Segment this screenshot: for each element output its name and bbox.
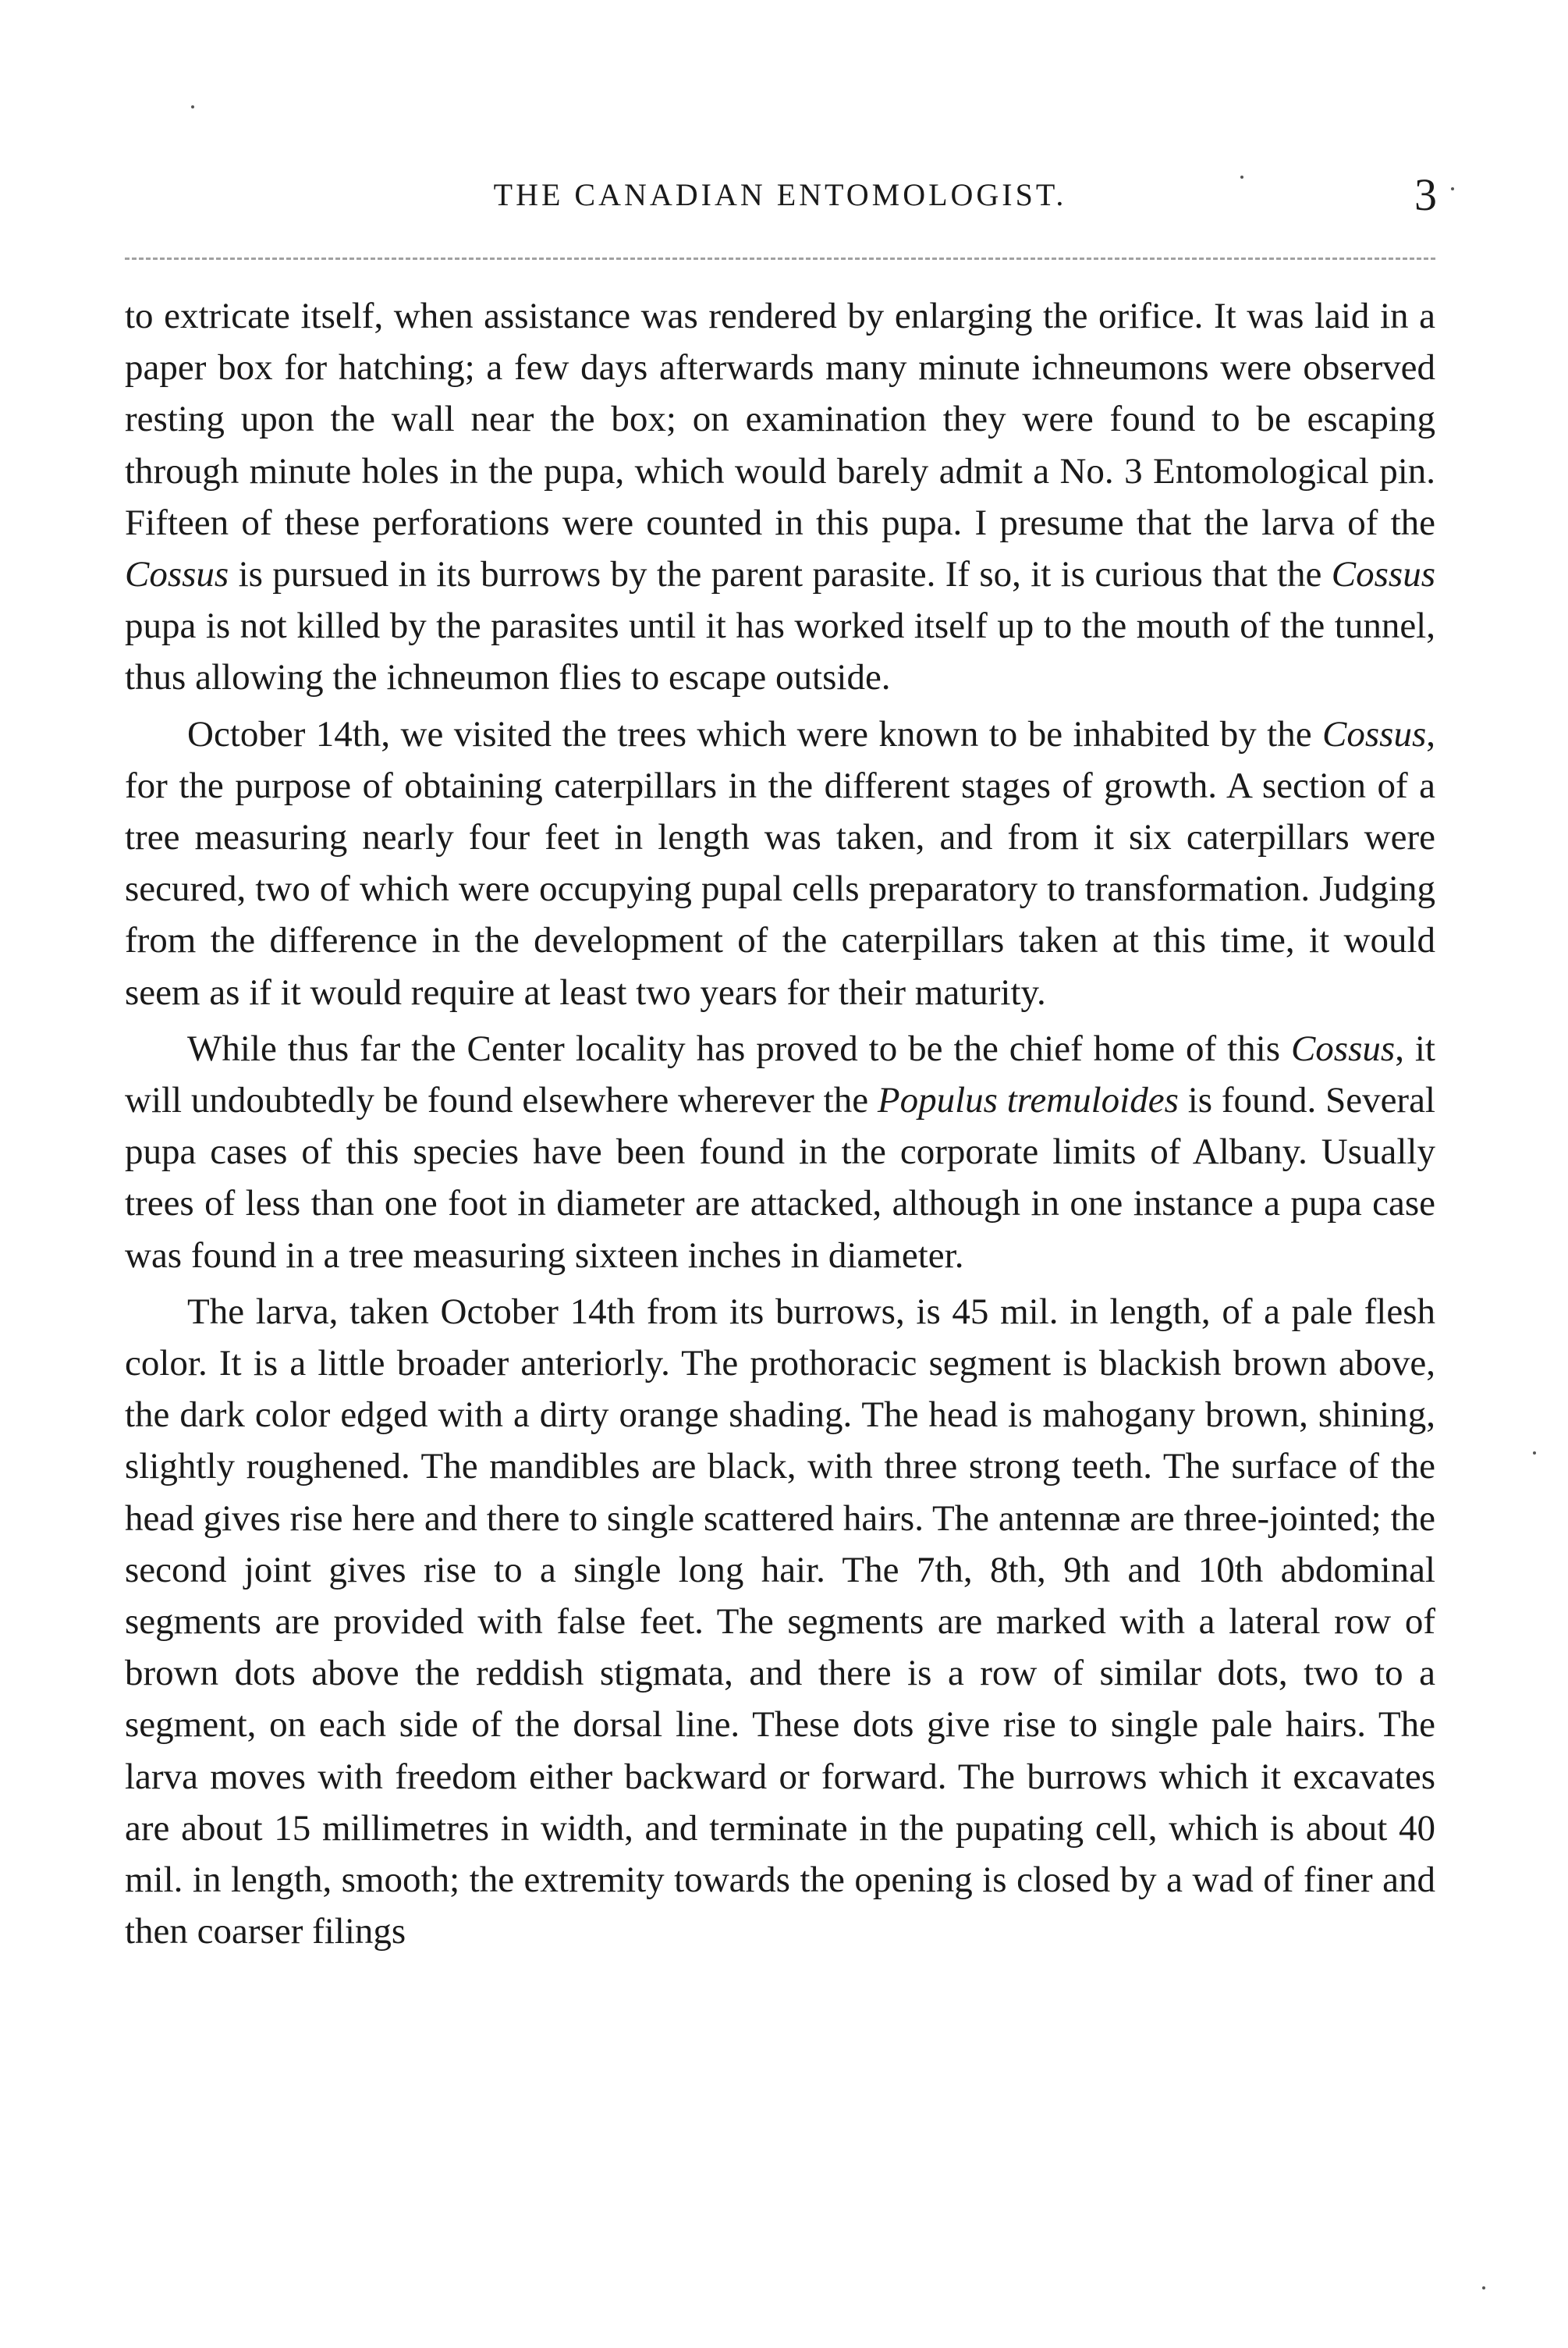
paragraph-4 <box>125 1286 1435 1958</box>
scan-speck <box>1533 1451 1536 1455</box>
running-head <box>125 168 1435 222</box>
paragraph-2 <box>125 709 1435 1018</box>
paragraph-3-text-2: , it will undoubtedly be found elsewhere wherever the <box>125 1028 1435 1121</box>
scan-speck <box>1482 2286 1485 2289</box>
scan-speck <box>191 105 194 108</box>
paragraph-3 <box>125 1023 1435 1281</box>
paragraph-3-genus-cossus: Cossus <box>1290 1028 1396 1069</box>
paragraph-4-text-1: The larva, taken October 14th from its burrows, is 45 mil. in length, of a pale flesh color. It is a little broader anteriorly. The prothoracic segment is blackish brown above, the dark color edged with a dirty orange shading. The head is mahogany brown, shining, slightly roughened. The mandibles are black, with three strong teeth. The surface of the head gives rise here and there to single scattered hairs. The antennæ are three-jointed; the second joint gives rise to a single long hair. The 7th, 8th, 9th and 10th abdominal segments are provided with false feet. The segments are marked with a lateral row of brown dots above the reddish stigmata, and there is a row of similar dots, two to a segment, on each side of the dorsal line. These dots give rise to single pale hairs. The larva moves with freedom either backward or forward. The burrows which it excavates are about 15 millimetres in width, and terminate in the pupating cell, which is about 40 mil. in length, smooth; the extremity towards the opening is closed by a wad of finer and then coarser filings <box>125 1291 1435 1952</box>
running-title: THE CANADIAN ENTOMOLOGIST. <box>493 177 1067 212</box>
scan-speck <box>1240 176 1243 179</box>
paragraph-1-genus-cossus-2: Cossus <box>1331 554 1435 595</box>
paragraph-3-species-populus: Populus tremuloides <box>877 1080 1179 1121</box>
paragraph-1-text-3: pupa is not killed by the parasites until it has worked itself up to the mouth of the tunnel, thus allowing the ichneumon flies to escape outside. <box>125 606 1435 698</box>
paragraph-3-text-1: While thus far the Center locality has proved to be the chief home of this <box>187 1028 1291 1069</box>
page-number: 3 <box>1414 169 1437 220</box>
header-rule <box>125 258 1435 260</box>
paragraph-1-text-1: to extricate itself, when assistance was rendered by enlarging the orifice. It was laid in a paper box for hatching; a few days afterwards many minute ichneumons were observed resting upon the wall near the box; on examination they were found to be escaping through minute holes in the pupa, which would barely admit a No. 3 Entomological pin. Fifteen of these perforations were counted in this pupa. I presume that the larva of the <box>125 296 1435 543</box>
paragraph-2-text-1: October 14th, we visited the trees which were known to be inhabited by the <box>187 713 1323 755</box>
paragraph-1-genus-cossus-1: Cossus <box>125 554 229 595</box>
paragraph-3-text-3: is found. Several pupa cases of this species have been found in the corporate limits of Albany. Usually trees of less than one foot in diameter are attacked, although in one instance a pupa case was found in a tree measuring sixteen inches in diameter. <box>125 1080 1435 1276</box>
paragraph-2-genus-cossus: Cossus <box>1322 713 1427 755</box>
paragraph-1 <box>125 290 1435 704</box>
paragraph-2-text-2: , for the purpose of obtaining caterpillars in the different stages of growth. A section of a tree measuring nearly four feet in length was taken, and from it six caterpillars were secured, two of which were occupying pupal cells preparatory to transformation. Judging from the difference in the development of the caterpillars taken at this time, it would seem as if it would require at least two years for their maturity. <box>125 713 1435 1013</box>
paragraph-1-text-2: is pursued in its burrows by the parent parasite. If so, it is curious that the <box>229 554 1332 595</box>
scan-speck <box>1451 187 1454 190</box>
body-text <box>125 290 1435 1958</box>
